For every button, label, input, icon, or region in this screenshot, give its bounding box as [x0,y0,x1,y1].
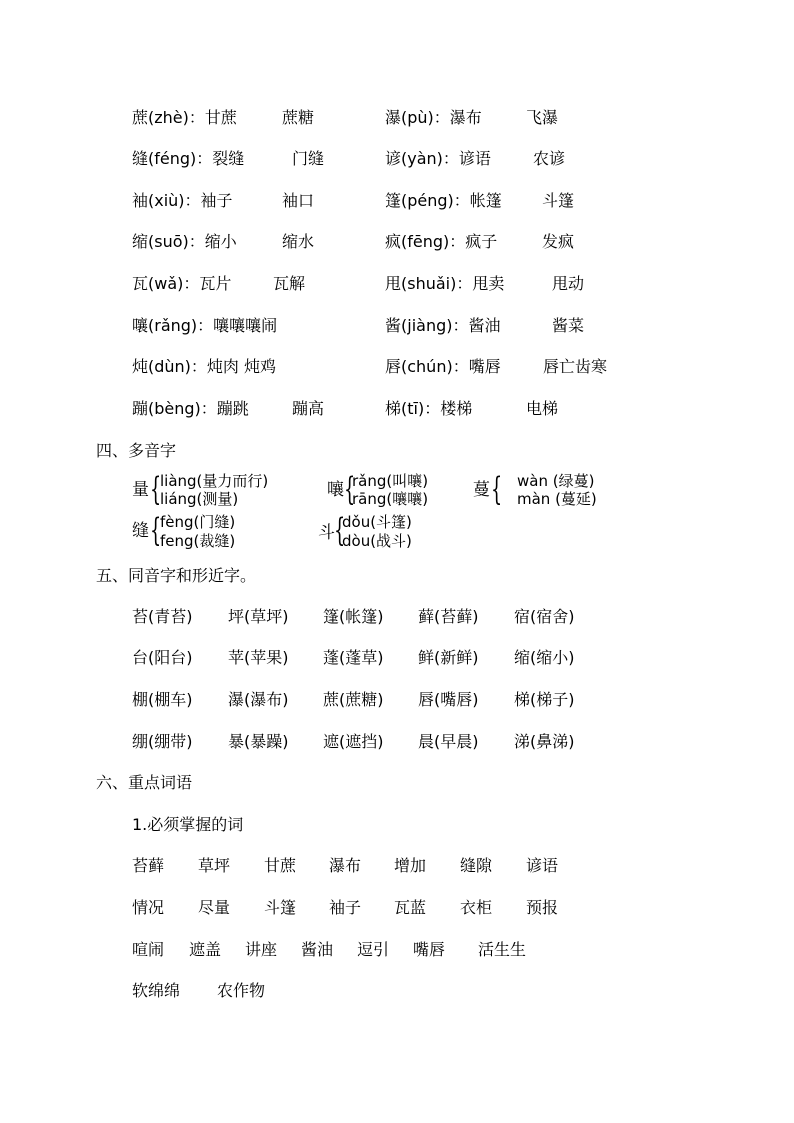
brace-icon: { [491,470,503,508]
word-item: 梯(梯子) [514,690,575,709]
word-item: 缩(缩小) [514,648,575,667]
polyphonic-char: 缝 [132,521,149,541]
pron-left: 瓦(wǎ)：瓦片 [132,274,232,293]
section-title: 六、重点词语 [96,773,193,792]
pinyin-a: liàng(量力而行) [160,472,269,490]
vocab-word: 草坪 [198,856,231,875]
pron-left-2: 缩水 [282,232,315,251]
pron-left: 嚷(rǎng)：嚷嚷嚷闹 [132,316,278,335]
section-subtitle: 1.必须掌握的词 [132,815,244,834]
pinyin-b: feng(裁缝) [160,532,236,550]
pinyin-a: dǒu(斗篷) [342,513,412,531]
pron-left: 缩(suō)：缩小 [132,232,237,251]
pinyin-a: fèng(门缝) [160,513,236,531]
polyphonic-char: 量 [132,480,149,500]
vocab-word: 农作物 [217,981,266,1000]
vocab-word: 软绵绵 [132,981,181,1000]
vocab-word: 遮盖 [189,940,222,959]
word-item: 瀑(瀑布) [228,690,289,709]
word-item: 宿(宿舍) [514,607,575,626]
pron-right-2: 甩动 [552,274,585,293]
vocab-word: 逗引 [357,940,390,959]
vocab-word: 讲座 [245,940,278,959]
pron-right: 酱(jiàng)：酱油 [385,316,501,335]
section-title: 五、同音字和形近字。 [96,566,257,585]
word-item: 蔗(蔗糖) [323,690,384,709]
vocab-word: 酱油 [301,940,334,959]
word-item: 遮(遮挡) [323,732,384,751]
pron-right-2: 斗篷 [542,191,575,210]
vocab-word: 嘴唇 [413,940,446,959]
word-item: 暴(暴躁) [228,732,289,751]
pron-right-2: 发疯 [542,232,575,251]
polyphonic-char: 嚷 [327,480,344,500]
vocab-word: 喧闹 [132,940,165,959]
word-item: 蓬(蓬草) [323,648,384,667]
pron-left: 蹦(bèng)：蹦跳 [132,399,249,418]
word-item: 棚(棚车) [132,690,193,709]
pron-left-2: 蹦高 [292,399,325,418]
brace-icon: { [150,470,162,508]
word-item: 篷(帐篷) [323,607,384,626]
polyphonic-char: 蔓 [473,480,490,500]
vocab-word: 情况 [132,898,165,917]
vocab-word: 衣柜 [460,898,493,917]
word-item: 涕(鼻涕) [514,732,575,751]
pron-right: 甩(shuǎi)：甩卖 [385,274,505,293]
pron-right: 唇(chún)：嘴唇 [385,357,501,376]
word-item: 鲜(新鲜) [418,648,479,667]
brace-icon: { [150,511,162,549]
pron-left: 蔗(zhè)：甘蔗 [132,108,237,127]
polyphonic-char: 斗 [318,523,335,543]
word-item: 苔(青苔) [132,607,193,626]
pron-left: 缝(féng)：裂缝 [132,149,245,168]
pinyin-b: dòu(战斗) [342,532,412,550]
pron-left: 袖(xiù)：袖子 [132,191,233,210]
vocab-word: 斗篷 [264,898,297,917]
pinyin-a: wàn (绿蔓) [517,472,595,490]
vocab-word: 苔藓 [132,856,165,875]
pron-right-2: 农谚 [533,149,566,168]
vocab-word: 活生生 [478,940,527,959]
word-item: 藓(苔藓) [418,607,479,626]
pron-right-2: 酱菜 [552,316,585,335]
vocab-word: 袖子 [329,898,362,917]
vocab-word: 缝隙 [460,856,493,875]
vocab-word: 增加 [394,856,427,875]
pron-left-2: 蔗糖 [282,108,315,127]
pron-right-2: 电梯 [526,399,559,418]
pinyin-a: rǎng(叫嚷) [352,472,429,490]
word-item: 晨(早晨) [418,732,479,751]
vocab-word: 预报 [526,898,559,917]
pinyin-b: màn (蔓延) [517,490,597,508]
pron-left: 炖(dùn)：炖肉 炖鸡 [132,357,277,376]
section-title: 四、多音字 [96,441,177,460]
pinyin-b: rāng(嚷嚷) [352,490,429,508]
word-item: 苹(苹果) [228,648,289,667]
pron-right: 梯(tī)：楼梯 [385,399,473,418]
pron-right: 瀑(pù)：瀑布 [385,108,482,127]
vocab-word: 甘蔗 [264,856,297,875]
pron-right: 谚(yàn)：谚语 [385,149,491,168]
pron-left-2: 袖口 [282,191,315,210]
pron-right: 篷(péng)：帐篷 [385,191,502,210]
brace-icon: { [344,470,356,508]
vocab-word: 谚语 [526,856,559,875]
pron-left-2: 门缝 [292,149,325,168]
pron-left-2: 瓦解 [273,274,306,293]
brace-icon: { [334,511,346,549]
pinyin-b: liáng(测量) [160,490,239,508]
pron-right-2: 飞瀑 [526,108,559,127]
word-item: 唇(嘴唇) [418,690,479,709]
vocab-word: 尽量 [198,898,231,917]
word-item: 坪(草坪) [228,607,289,626]
pron-right: 疯(fēng)：疯子 [385,232,498,251]
vocab-word: 瓦蓝 [394,898,427,917]
word-item: 台(阳台) [132,648,193,667]
word-item: 绷(绷带) [132,732,193,751]
vocab-word: 瀑布 [329,856,362,875]
pron-right-2: 唇亡齿寒 [543,357,608,376]
